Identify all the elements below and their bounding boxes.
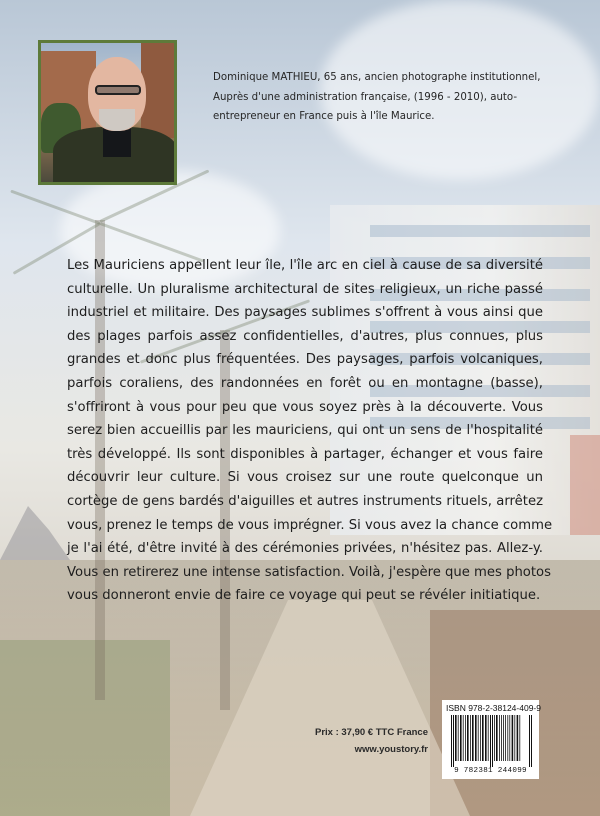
barcode-bar — [503, 715, 504, 761]
barcode-bar — [470, 715, 471, 761]
barcode-bar — [462, 715, 463, 761]
barcode-bar — [492, 715, 493, 767]
barcode-bar — [529, 715, 530, 767]
barcode-bar — [511, 715, 513, 761]
isbn-label: ISBN 978-2-38124-409-9 — [446, 703, 541, 713]
barcode-bar — [482, 715, 484, 761]
isbn-barcode-box — [442, 700, 539, 779]
barcode-bar — [485, 715, 487, 761]
text-line: s'offriront à vous pour peu que vous soyez près à la découverte. Vous — [67, 399, 543, 415]
barcode-bar — [494, 715, 495, 761]
author-bio-line: Dominique MATHIEU, 65 ans, ancien photographe institutionnel, — [213, 72, 541, 83]
barcode-bar — [472, 715, 474, 761]
author-photo — [38, 40, 177, 185]
barcode-bar — [514, 715, 515, 761]
barcode-bar — [477, 715, 478, 761]
barcode-bar — [505, 715, 506, 761]
publisher-website: www.youstory.fr — [354, 744, 428, 755]
back-cover-text — [67, 254, 553, 608]
text-line: très développé. Ils sont disponibles à partager, échanger et vous faire — [67, 446, 543, 462]
barcode-bar — [519, 715, 520, 761]
text-line: découvrir leur culture. Si vous croisez sur une route quelconque un — [67, 470, 543, 486]
price-block — [300, 724, 428, 758]
author-bio-line: Auprès d'une administration française, (1996 - 2010), auto- — [213, 91, 518, 103]
text-line: vous donneront envie de faire ce voyage qui peut se révéler initiatique. — [67, 588, 541, 604]
barcode-digits: 9 782381 244099 — [454, 767, 527, 775]
price-label: Prix : 37,90 € TTC France — [315, 727, 428, 738]
barcode-bar — [496, 715, 498, 761]
barcode-bar — [465, 715, 466, 761]
barcode-bar — [457, 715, 458, 761]
author-bio-line: entrepreneur en France puis à l'île Maurice. — [213, 111, 435, 122]
barcode-bar — [487, 715, 488, 761]
barcode-bar — [467, 715, 469, 761]
barcode-bar — [516, 715, 518, 761]
text-line: cortège de gens bardés d'aiguilles et autres instruments rituels, arrêtez — [67, 493, 543, 509]
barcode-bar — [455, 715, 457, 761]
barcode-bar — [460, 715, 462, 761]
barcode-bar — [480, 715, 481, 761]
barcode-bar — [475, 715, 477, 761]
barcode-bar — [490, 715, 491, 767]
barcode-bar — [499, 715, 500, 761]
barcode-bar — [531, 715, 532, 767]
barcode-image — [448, 715, 534, 767]
barcode-bar — [453, 715, 454, 767]
author-bio — [213, 68, 585, 127]
text-line: Les Mauriciens appellent leur île, l'île arc en ciel à cause de sa diversité — [67, 258, 543, 273]
barcode-bar — [507, 715, 508, 761]
text-line: serez bien accueillis par les mauriciens, qui ont un sens de l'hospitalité — [67, 423, 543, 439]
text-line: grandes et donc plus fréquentées. Des paysages, parfois volcaniques, — [67, 352, 543, 368]
text-line: culturelle. Un pluralisme architectural de sites religieux, un riche passé — [67, 281, 543, 297]
text-line: industriel et militaire. Des paysages sublimes s'offrent à vous ainsi que — [67, 305, 543, 321]
text-line: vous, prenez le temps de vous imprégner. Si vous avez la chance comme — [67, 517, 553, 533]
barcode-bar — [509, 715, 510, 761]
text-line: Vous en retirerez une intense satisfaction. Voilà, j'espère que mes photos — [67, 564, 551, 580]
barcode-bar — [501, 715, 502, 761]
text-line: je l'ai été, d'être invité à des cérémonies privées, n'hésitez pas. Allez-y. — [67, 541, 543, 557]
barcode-bar — [451, 715, 452, 767]
text-line: parfois coraliens, des randonnées en forêt ou en montagne (basse), — [67, 375, 543, 391]
text-line: des plages parfois assez confidentielles, d'autres, plus connues, plus — [67, 328, 543, 344]
